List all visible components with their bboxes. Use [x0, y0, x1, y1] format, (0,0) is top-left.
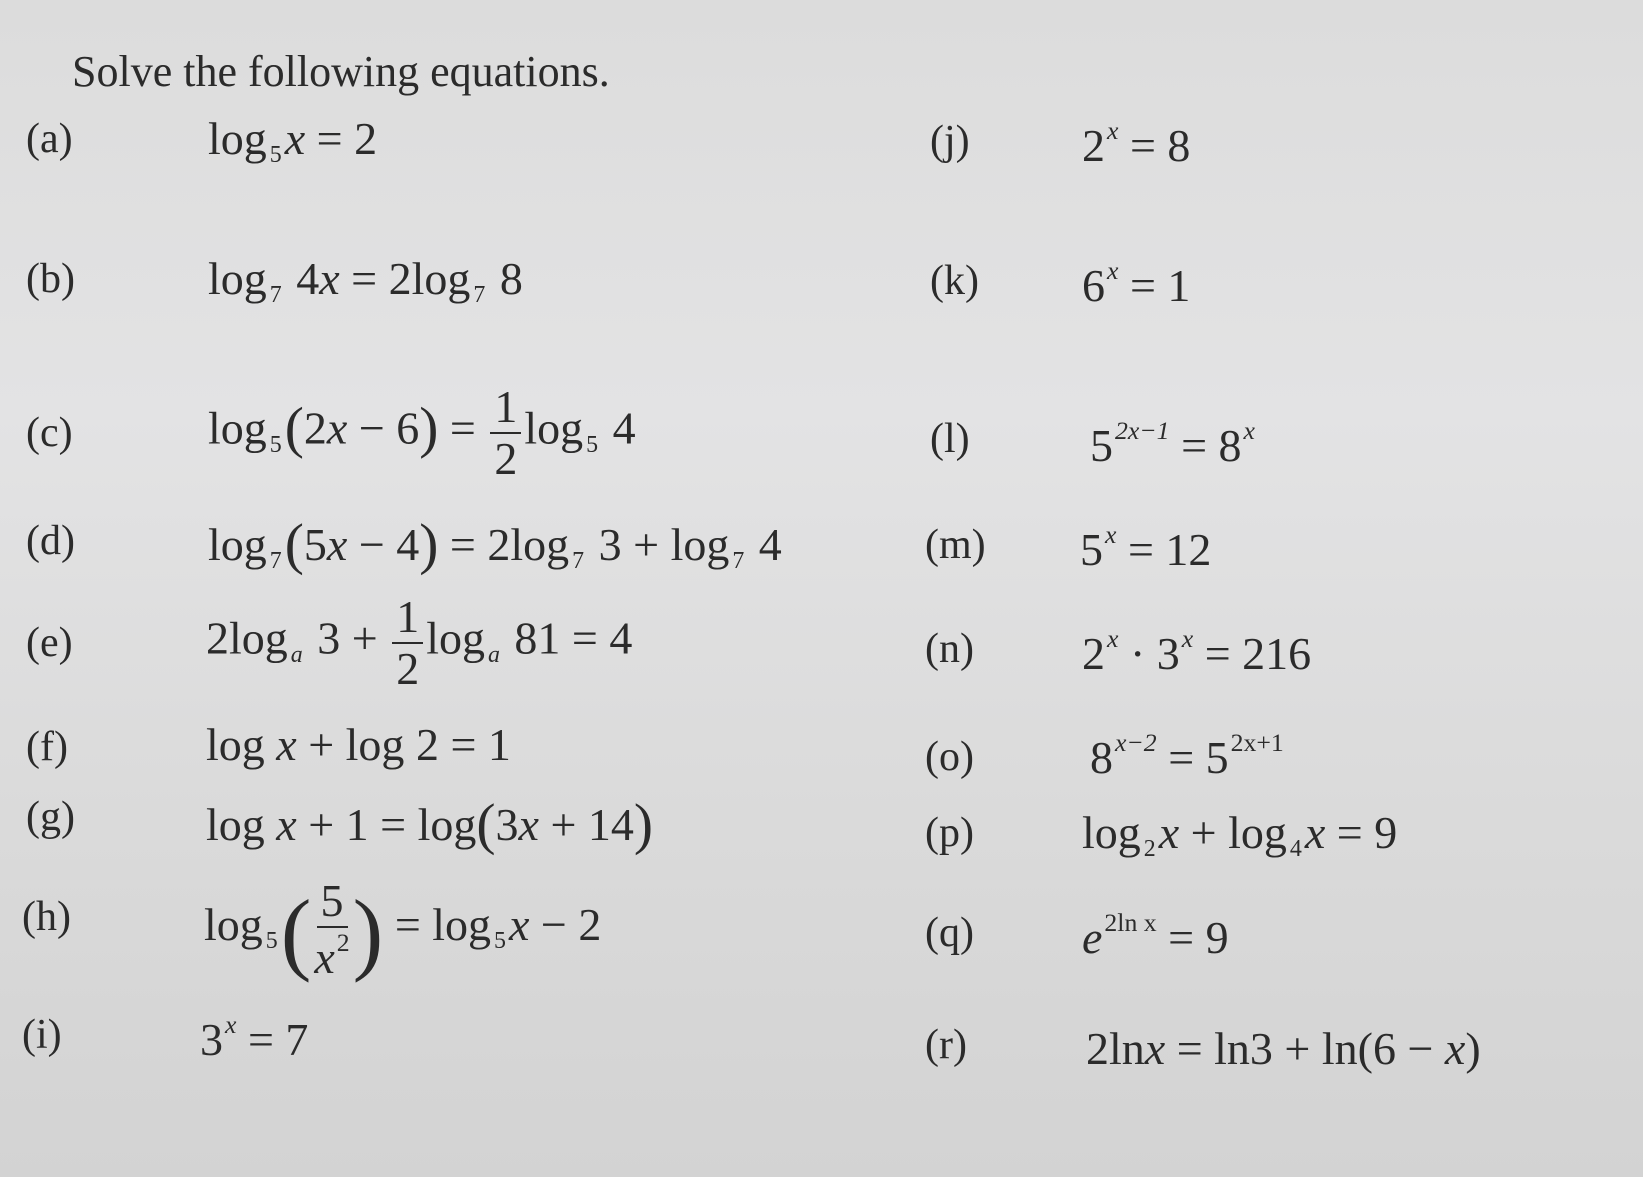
- log-base: 7: [269, 282, 282, 309]
- log-base: a: [487, 641, 500, 668]
- label-f: (f): [26, 724, 68, 770]
- numerator: 5: [317, 878, 348, 928]
- exponent: 2: [336, 928, 350, 957]
- variable: x: [1444, 1023, 1466, 1074]
- equation-q: [1082, 910, 1229, 961]
- rhs: 2 = 1: [404, 719, 511, 770]
- equation-f: [206, 719, 511, 770]
- equation-n: [1082, 626, 1311, 677]
- open-paren: (: [284, 513, 304, 576]
- fraction: [392, 591, 423, 694]
- base: 5: [1080, 523, 1103, 575]
- variable: x: [276, 719, 297, 770]
- variable: x: [1158, 807, 1180, 858]
- exponent: x: [1107, 624, 1119, 653]
- term: − 6: [347, 402, 420, 454]
- base: 8: [1090, 731, 1113, 783]
- log-base: a: [290, 641, 303, 668]
- variable: x: [509, 899, 530, 950]
- equals-term: = ln3 + ln(6 −: [1165, 1023, 1445, 1074]
- plus: +: [1179, 807, 1229, 858]
- log-base: 5: [269, 431, 282, 458]
- close-paren: ): [352, 881, 384, 983]
- log: log: [204, 899, 263, 950]
- close-paren: ): [419, 513, 439, 576]
- open-paren: (: [284, 396, 304, 460]
- coefficient: 3: [495, 799, 519, 851]
- label-m: (m): [925, 522, 986, 568]
- log: log: [229, 612, 288, 664]
- equals-term: + 1 =: [296, 799, 418, 851]
- log: log: [411, 253, 471, 304]
- exponent: x: [1105, 520, 1117, 549]
- coefficient: 4: [284, 253, 320, 304]
- variable: x: [1304, 807, 1326, 858]
- equation-a: [208, 113, 378, 169]
- log-base: 7: [572, 548, 585, 575]
- equation-b: [208, 253, 523, 309]
- fraction: [490, 381, 521, 484]
- exponent: x: [225, 1010, 237, 1039]
- log: log: [1228, 807, 1287, 858]
- equals: =: [438, 402, 488, 454]
- coefficient: 2: [303, 402, 327, 454]
- equation-p: [1082, 807, 1398, 863]
- equation-m: [1080, 522, 1211, 573]
- label-i: (i): [22, 1012, 62, 1058]
- log-base: 7: [732, 548, 745, 575]
- variable: x: [518, 799, 539, 851]
- equation-g: [206, 793, 654, 856]
- rhs: 8: [488, 253, 523, 304]
- equation-l: [1090, 418, 1255, 469]
- label-a: (a): [26, 116, 73, 162]
- rhs: = 12: [1116, 523, 1212, 575]
- page-title: Solve the following equations.: [72, 47, 610, 96]
- variable: x: [326, 519, 348, 571]
- label-j: (j): [930, 118, 970, 164]
- denominator: 2: [396, 643, 420, 694]
- label-h: (h): [22, 894, 71, 940]
- log-base: 7: [473, 282, 486, 309]
- close-paren: ): [419, 396, 439, 460]
- equation-r: [1086, 1023, 1481, 1074]
- numerator: 1: [490, 384, 521, 434]
- exponent: x−2: [1115, 728, 1157, 757]
- variable: x: [319, 253, 340, 304]
- denominator: 2: [494, 433, 518, 484]
- variable: x: [314, 931, 335, 983]
- fraction: [314, 875, 350, 983]
- log-base: 5: [494, 928, 506, 955]
- log: log: [208, 519, 267, 571]
- exponent: 2x+1: [1230, 728, 1284, 757]
- log-base: 5: [269, 142, 282, 169]
- equals-term: = 8: [1169, 419, 1242, 471]
- product-term: · 3: [1118, 627, 1180, 679]
- rhs: − 2: [529, 899, 602, 950]
- equation-i: [200, 1012, 308, 1063]
- exponent: x: [1243, 416, 1255, 445]
- rhs: = 9: [1156, 911, 1229, 963]
- equation-h: [204, 875, 602, 983]
- log: log: [417, 799, 477, 851]
- equation-d: [208, 513, 782, 576]
- open-paren: (: [280, 881, 312, 983]
- equation-j: [1082, 118, 1190, 169]
- exponent: x: [1107, 116, 1119, 145]
- label-o: (o): [925, 734, 974, 780]
- base: 2: [1082, 627, 1105, 679]
- equals-term: = 2: [438, 519, 511, 571]
- rhs: 81 = 4: [502, 612, 633, 664]
- log: log: [670, 519, 730, 571]
- rhs: 4: [747, 519, 782, 571]
- equation-k: [1082, 258, 1190, 309]
- label-c: (c): [26, 410, 73, 456]
- variable: x: [284, 113, 306, 164]
- rhs: = 1: [1118, 259, 1191, 311]
- term: 3 +: [587, 519, 671, 571]
- log: log: [208, 113, 267, 164]
- label-p: (p): [925, 810, 974, 856]
- variable: x: [276, 799, 297, 851]
- log-base: 4: [1289, 836, 1302, 863]
- label-e: (e): [26, 620, 73, 666]
- rhs: = 2: [305, 113, 378, 164]
- rhs: = 7: [236, 1013, 309, 1065]
- plus: +: [296, 719, 346, 770]
- term: − 4: [347, 519, 420, 571]
- exponent: x: [1107, 256, 1119, 285]
- log-base: 5: [586, 431, 599, 458]
- log-base: 5: [265, 928, 278, 955]
- exponent: 2ln x: [1104, 908, 1157, 937]
- close-paren: ): [1465, 1023, 1481, 1074]
- equation-c: [208, 381, 636, 484]
- numerator: 1: [392, 594, 423, 644]
- log: log: [206, 719, 265, 770]
- variable: x: [1144, 1023, 1166, 1074]
- log: log: [1082, 807, 1141, 858]
- rhs: = 8: [1118, 119, 1191, 171]
- log: log: [524, 402, 584, 454]
- base: 6: [1082, 259, 1105, 311]
- coefficient: 2ln: [1086, 1023, 1145, 1074]
- label-l: (l): [930, 416, 970, 462]
- base: 5: [1090, 419, 1113, 471]
- equation-o: [1090, 730, 1284, 781]
- equals-term: = 2: [339, 253, 412, 304]
- log: log: [345, 719, 405, 770]
- coefficient: 2: [206, 612, 229, 664]
- label-d: (d): [26, 518, 75, 564]
- equals: =: [383, 899, 433, 950]
- label-n: (n): [925, 626, 974, 672]
- close-paren: ): [633, 793, 654, 856]
- log: log: [426, 612, 485, 664]
- log: log: [510, 519, 570, 571]
- denominator: [314, 928, 349, 981]
- rhs: = 9: [1325, 807, 1398, 858]
- exponent: 2x−1: [1115, 416, 1170, 445]
- euler-e: e: [1082, 911, 1103, 963]
- log: log: [432, 899, 492, 950]
- rhs: 4: [601, 402, 636, 454]
- label-k: (k): [930, 258, 979, 304]
- label-r: (r): [925, 1022, 967, 1068]
- base: 3: [200, 1013, 223, 1065]
- label-b: (b): [26, 256, 75, 302]
- term: 3 +: [305, 612, 390, 664]
- coefficient: 5: [303, 519, 327, 571]
- equals-term: = 5: [1156, 731, 1229, 783]
- log: log: [208, 402, 267, 454]
- open-paren: (: [476, 793, 496, 856]
- label-g: (g): [26, 794, 75, 840]
- variable: x: [326, 402, 348, 454]
- equation-e: [206, 591, 633, 694]
- log: log: [208, 253, 267, 304]
- rhs: = 216: [1193, 627, 1312, 679]
- base: 2: [1082, 119, 1105, 171]
- log-base: 7: [269, 548, 282, 575]
- label-q: (q): [925, 910, 974, 956]
- exponent: x: [1181, 624, 1194, 653]
- log-base: 2: [1143, 836, 1156, 863]
- log: log: [206, 799, 265, 851]
- term: + 14: [538, 799, 634, 851]
